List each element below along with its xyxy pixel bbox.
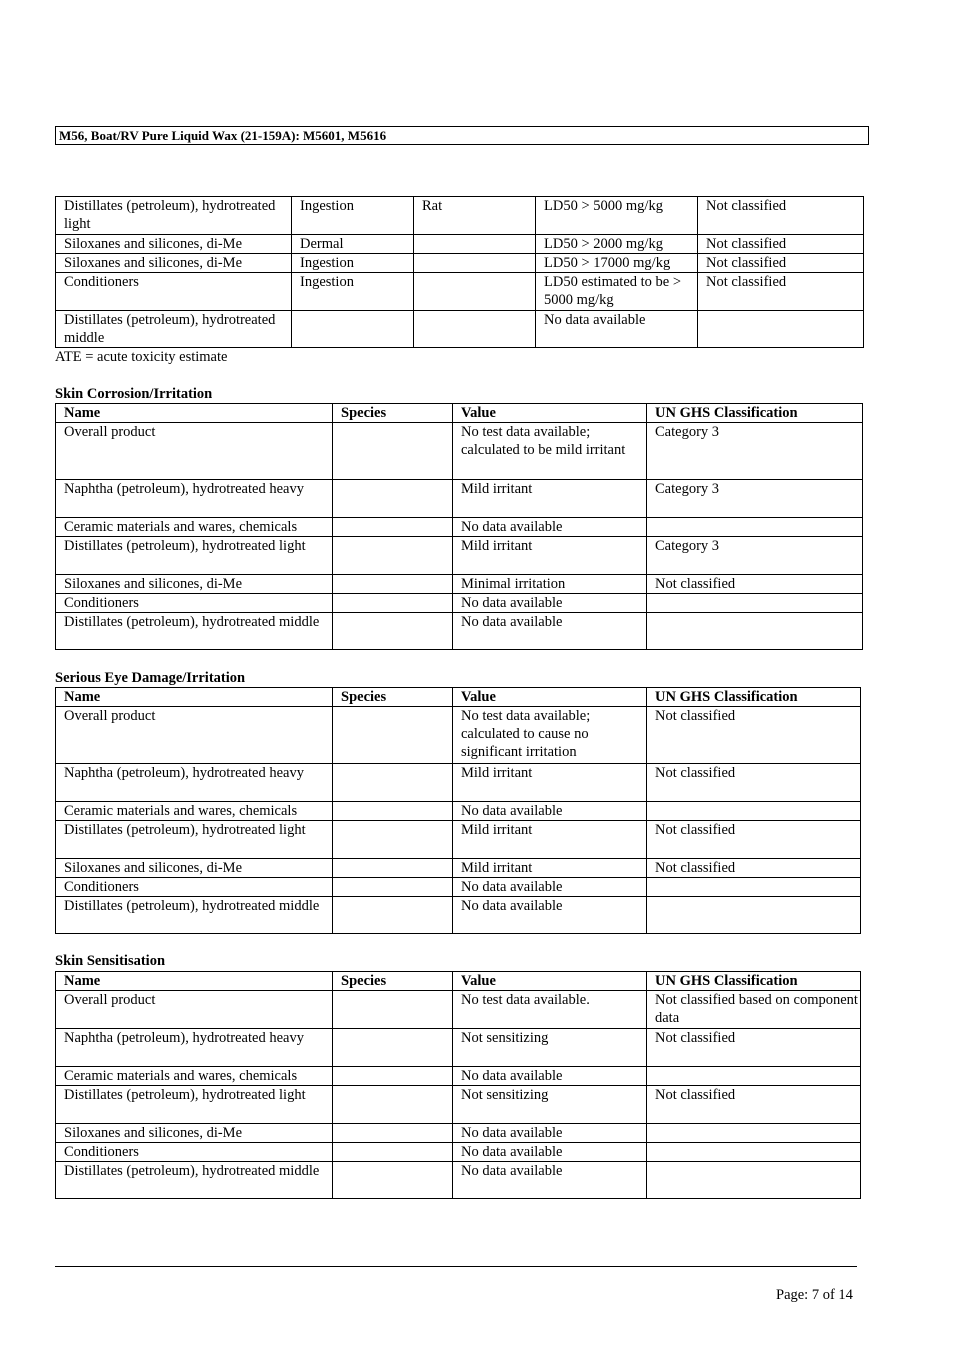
column-header-classification: UN GHS Classification	[647, 688, 861, 707]
cell-value: Not sensitizing	[453, 1086, 647, 1124]
cell-name: Distillates (petroleum), hydrotreated middle	[56, 1162, 333, 1199]
cell-name: Naphtha (petroleum), hydrotreated heavy	[56, 1029, 333, 1067]
cell-classification	[647, 518, 863, 537]
table-row	[56, 311, 864, 348]
cell-classification: Category 3	[647, 423, 863, 480]
cell-classification	[647, 802, 861, 821]
cell-species: Rat	[414, 197, 536, 235]
cell-route: Ingestion	[292, 254, 414, 273]
cell-species	[333, 1124, 453, 1143]
cell-route: Ingestion	[292, 197, 414, 235]
table-row	[56, 1124, 861, 1143]
cell-value: LD50 > 17000 mg/kg	[536, 254, 698, 273]
cell-value: No test data available; calculated to be mild irritant	[453, 423, 647, 480]
cell-species	[414, 254, 536, 273]
cell-classification: Not classified	[647, 707, 861, 764]
cell-species	[333, 897, 453, 934]
cell-classification: Not classified	[647, 764, 861, 802]
table-row	[56, 1067, 861, 1086]
table-row	[56, 575, 863, 594]
cell-value: Mild irritant	[453, 821, 647, 859]
column-header-species: Species	[333, 404, 453, 423]
column-header-value: Value	[453, 972, 647, 991]
table-header-row	[56, 688, 861, 707]
table-row	[56, 991, 861, 1029]
cell-name: Siloxanes and silicones, di-Me	[56, 859, 333, 878]
cell-classification	[647, 878, 861, 897]
cell-classification: Not classified	[698, 254, 864, 273]
cell-classification: Not classified	[647, 1086, 861, 1124]
table-row	[56, 1162, 861, 1199]
cell-route: Ingestion	[292, 273, 414, 311]
cell-value: Mild irritant	[453, 859, 647, 878]
cell-classification: Not classified	[647, 821, 861, 859]
cell-classification	[647, 1124, 861, 1143]
cell-species	[414, 311, 536, 348]
cell-classification	[647, 897, 861, 934]
cell-name: Distillates (petroleum), hydrotreated light	[56, 537, 333, 575]
cell-name: Siloxanes and silicones, di-Me	[56, 1124, 333, 1143]
cell-classification: Not classified	[647, 859, 861, 878]
cell-species	[333, 1086, 453, 1124]
table-row	[56, 1029, 861, 1067]
column-header-species: Species	[333, 688, 453, 707]
cell-value: No data available	[453, 518, 647, 537]
table-row	[56, 897, 861, 934]
cell-species	[333, 859, 453, 878]
table-header-row	[56, 404, 863, 423]
cell-classification	[647, 1162, 861, 1199]
cell-value: No data available	[453, 594, 647, 613]
cell-value: No data available	[453, 613, 647, 650]
cell-species	[333, 991, 453, 1029]
column-header-name: Name	[56, 404, 333, 423]
cell-value: Mild irritant	[453, 764, 647, 802]
cell-species	[333, 518, 453, 537]
cell-classification	[647, 1143, 861, 1162]
acute-toxicity-body	[56, 197, 864, 348]
table-row	[56, 423, 863, 480]
skin-sensitisation-table	[55, 971, 861, 1199]
cell-value: LD50 > 5000 mg/kg	[536, 197, 698, 235]
section-title-skin-sensitisation: Skin Sensitisation	[55, 953, 166, 969]
cell-classification	[647, 594, 863, 613]
column-header-classification: UN GHS Classification	[647, 972, 861, 991]
cell-classification: Not classified based on component data	[647, 991, 861, 1029]
cell-value: No data available	[453, 878, 647, 897]
cell-name: Siloxanes and silicones, di-Me	[56, 235, 292, 254]
cell-species	[333, 423, 453, 480]
table-row	[56, 802, 861, 821]
cell-species	[333, 613, 453, 650]
cell-name: Overall product	[56, 423, 333, 480]
cell-name: Conditioners	[56, 594, 333, 613]
table-row	[56, 254, 864, 273]
cell-route: Dermal	[292, 235, 414, 254]
cell-classification: Not classified	[647, 1029, 861, 1067]
skin-corrosion-table	[55, 403, 863, 650]
cell-value: No data available	[453, 1162, 647, 1199]
table-row	[56, 480, 863, 518]
cell-species	[333, 575, 453, 594]
section-title-eye-damage: Serious Eye Damage/Irritation	[55, 670, 246, 686]
cell-classification: Not classified	[698, 273, 864, 311]
document-header: M56, Boat/RV Pure Liquid Wax (21-159A): M5601, M5616	[55, 126, 869, 145]
table-row	[56, 518, 863, 537]
cell-name: Siloxanes and silicones, di-Me	[56, 254, 292, 273]
cell-name: Distillates (petroleum), hydrotreated light	[56, 821, 333, 859]
cell-name: Distillates (petroleum), hydrotreated light	[56, 1086, 333, 1124]
cell-value: No data available	[536, 311, 698, 348]
cell-value: LD50 estimated to be > 5000 mg/kg	[536, 273, 698, 311]
cell-species	[333, 1143, 453, 1162]
cell-name: Conditioners	[56, 878, 333, 897]
cell-value: No data available	[453, 897, 647, 934]
cell-classification	[698, 311, 864, 348]
cell-name: Distillates (petroleum), hydrotreated middle	[56, 613, 333, 650]
acute-toxicity-table	[55, 196, 864, 348]
column-header-value: Value	[453, 404, 647, 423]
cell-name: Distillates (petroleum), hydrotreated middle	[56, 897, 333, 934]
footer-divider	[55, 1266, 857, 1267]
cell-value: No test data available; calculated to cause no significant irritation	[453, 707, 647, 764]
table-row	[56, 821, 861, 859]
cell-value: Not sensitizing	[453, 1029, 647, 1067]
ate-note: ATE = acute toxicity estimate	[55, 349, 228, 365]
cell-name: Siloxanes and silicones, di-Me	[56, 575, 333, 594]
table-row	[56, 235, 864, 254]
table-row	[56, 707, 861, 764]
cell-species	[333, 1162, 453, 1199]
cell-name: Ceramic materials and wares, chemicals	[56, 518, 333, 537]
cell-name: Conditioners	[56, 1143, 333, 1162]
cell-classification	[647, 1067, 861, 1086]
cell-value: No data available	[453, 1124, 647, 1143]
cell-value: Mild irritant	[453, 480, 647, 518]
section-title-skin-corrosion: Skin Corrosion/Irritation	[55, 386, 213, 402]
cell-species	[414, 273, 536, 311]
column-header-species: Species	[333, 972, 453, 991]
table-row	[56, 594, 863, 613]
cell-value: Minimal irritation	[453, 575, 647, 594]
cell-value: No data available	[453, 1067, 647, 1086]
table-row	[56, 859, 861, 878]
table-row	[56, 1143, 861, 1162]
cell-name: Distillates (petroleum), hydrotreated middle	[56, 311, 292, 348]
cell-route	[292, 311, 414, 348]
table-row	[56, 1086, 861, 1124]
cell-name: Distillates (petroleum), hydrotreated light	[56, 197, 292, 235]
table-row	[56, 537, 863, 575]
cell-name: Overall product	[56, 707, 333, 764]
cell-value: LD50 > 2000 mg/kg	[536, 235, 698, 254]
cell-species	[333, 537, 453, 575]
cell-name: Overall product	[56, 991, 333, 1029]
cell-species	[333, 707, 453, 764]
column-header-name: Name	[56, 972, 333, 991]
table-row	[56, 764, 861, 802]
cell-species	[333, 1067, 453, 1086]
cell-classification	[647, 613, 863, 650]
cell-classification: Not classified	[698, 197, 864, 235]
cell-species	[333, 764, 453, 802]
column-header-value: Value	[453, 688, 647, 707]
cell-value: No test data available.	[453, 991, 647, 1029]
eye-damage-table	[55, 687, 861, 934]
cell-species	[333, 802, 453, 821]
cell-classification: Category 3	[647, 537, 863, 575]
cell-species	[333, 878, 453, 897]
cell-name: Ceramic materials and wares, chemicals	[56, 802, 333, 821]
table-row	[56, 197, 864, 235]
table-row	[56, 878, 861, 897]
cell-value: Mild irritant	[453, 537, 647, 575]
cell-name: Naphtha (petroleum), hydrotreated heavy	[56, 480, 333, 518]
cell-name: Naphtha (petroleum), hydrotreated heavy	[56, 764, 333, 802]
cell-classification: Not classified	[647, 575, 863, 594]
table-header-row	[56, 972, 861, 991]
column-header-classification: UN GHS Classification	[647, 404, 863, 423]
cell-classification: Category 3	[647, 480, 863, 518]
cell-value: No data available	[453, 802, 647, 821]
cell-species	[333, 821, 453, 859]
cell-species	[333, 480, 453, 518]
page-number: Page: 7 of 14	[776, 1287, 853, 1303]
cell-name: Ceramic materials and wares, chemicals	[56, 1067, 333, 1086]
cell-classification: Not classified	[698, 235, 864, 254]
cell-species	[414, 235, 536, 254]
cell-species	[333, 1029, 453, 1067]
table-row	[56, 273, 864, 311]
column-header-name: Name	[56, 688, 333, 707]
cell-species	[333, 594, 453, 613]
cell-value: No data available	[453, 1143, 647, 1162]
table-row	[56, 613, 863, 650]
cell-name: Conditioners	[56, 273, 292, 311]
